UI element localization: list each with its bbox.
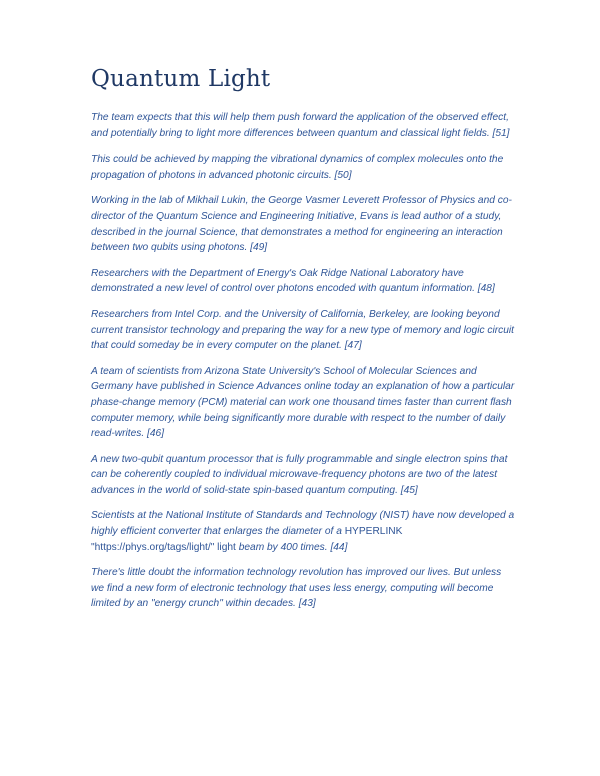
paragraph-44 xyxy=(91,508,516,555)
paragraph-48: Researchers with the Department of Energy's Oak Ridge National Laboratory have demonstrated a new level of control over photons encoded with quantum information. [48] xyxy=(91,267,495,295)
hyperlink-field-code: HYPERLINK "https://phys.org/tags/light/" xyxy=(91,526,403,553)
paragraph-50: This could be achieved by mapping the vibrational dynamics of complex molecules onto the propagation of photons in advanced photonic circuits. [50] xyxy=(91,154,504,181)
light-link[interactable]: light xyxy=(217,541,236,553)
paragraph-49: Working in the lab of Mikhail Lukin, the George Vasmer Leverett Professor of Physics and co-director of the Quantum Science and Engineering Initiative, Evans is lead author of a study, described in the journal Science, that demonstrates a method for engineering an interaction between two qubits using photons. [49] xyxy=(91,195,512,254)
paragraph-51: The team expects that this will help them push forward the application of the observed effect, and potentially bring to light more differences between quantum and classical light fields. [51] xyxy=(91,112,510,139)
paragraph-44-text-before: Scientists at the National Institute of Standards and Technology (NIST) have now developed a highly efficient converter that enlarges the diameter of a xyxy=(91,510,515,538)
paragraph-46: A team of scientists from Arizona State University's School of Molecular Sciences and Germany have published in Science Advances online today an explanation of how a particular phase-change memory (PCM) material can work one thousand times faster than current flash computer memory, while being significantly more durable with respect to the number of daily read-writes. [46] xyxy=(91,365,515,440)
page-title: Quantum Light xyxy=(91,66,271,92)
document-body xyxy=(91,110,516,622)
paragraph-45: A new two-qubit quantum processor that is fully programmable and single electron spins that can be coherently coupled to individual microwave-frequency photons are two of the latest advances in the world of solid-state spin-based quantum computing. [45] xyxy=(91,453,508,496)
paragraph-47: Researchers from Intel Corp. and the University of California, Berkeley, are looking beyond current transistor technology and preparing the way for a new type of memory and logic circuit that could someday be in every computer on the planet. [47] xyxy=(91,308,514,352)
paragraph-44-text-after: beam by 400 times. [44] xyxy=(235,541,348,553)
paragraph-43: There's little doubt the information technology revolution has improved our lives. But unless we find a new form of electronic technology that uses less energy, computing will become limited by an "energy crunch" within decades. [43] xyxy=(91,567,502,610)
